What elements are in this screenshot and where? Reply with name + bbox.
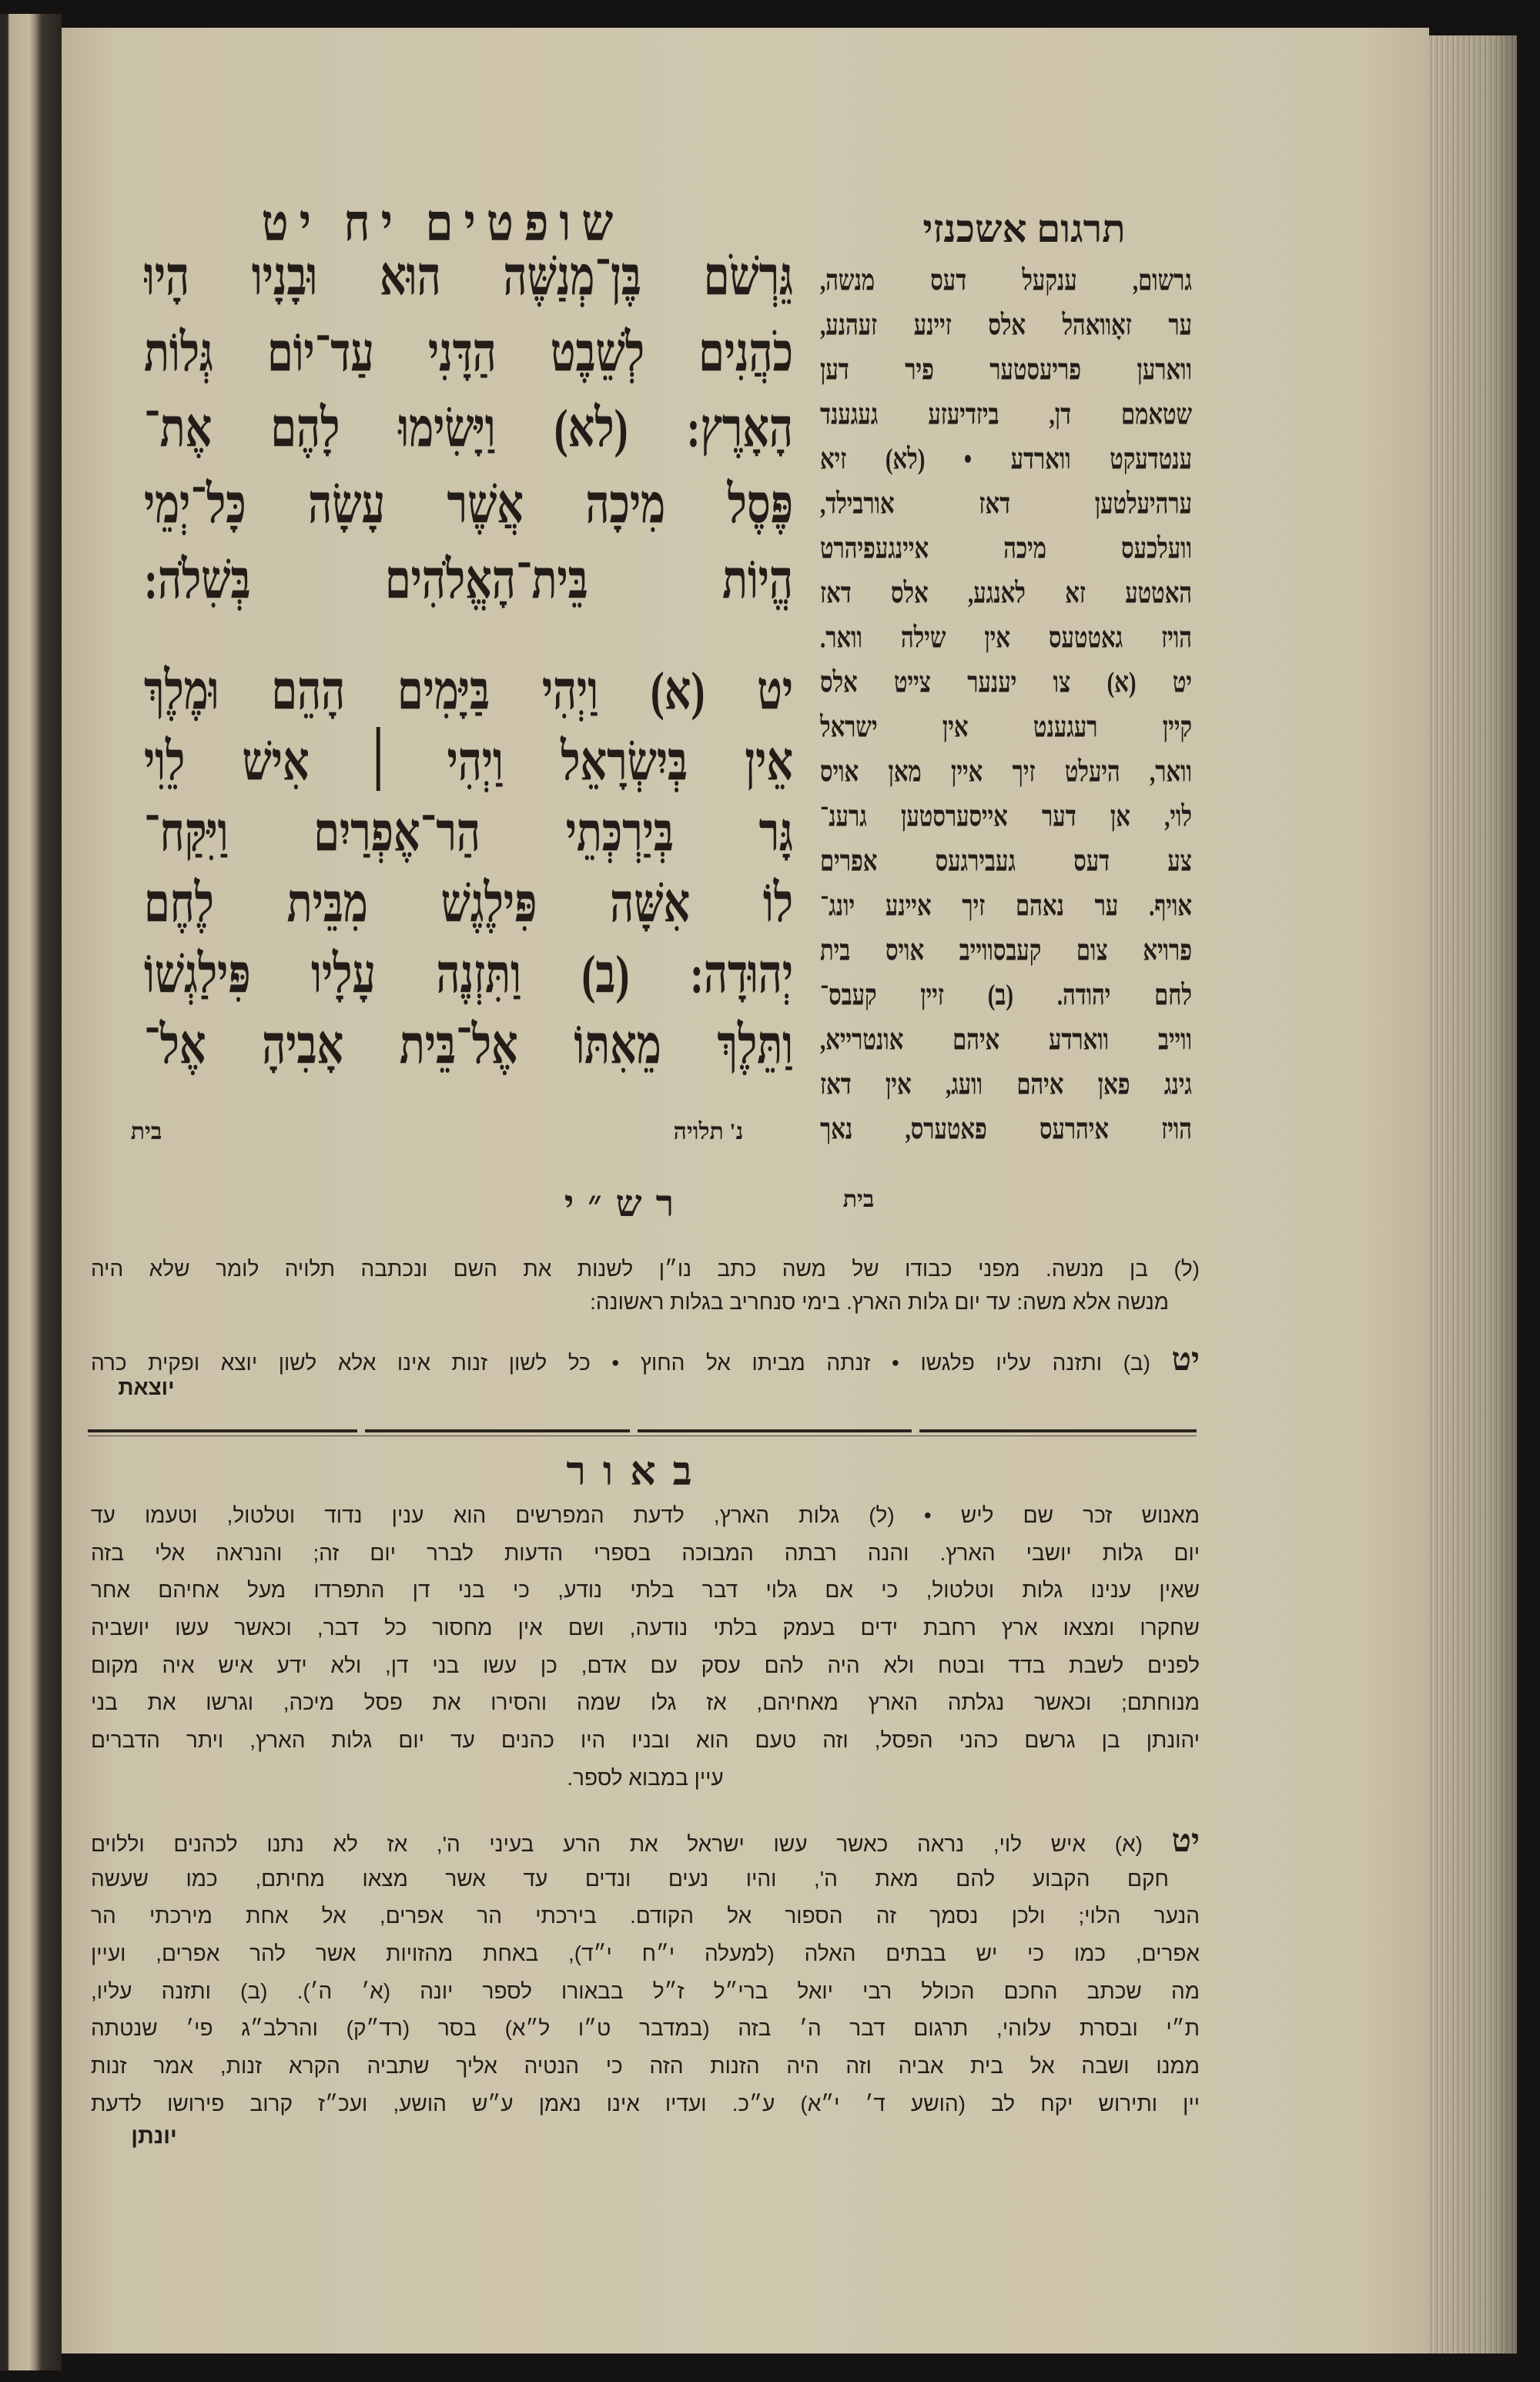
biur-line: ממנו ושבה אל בית אביה וזה היה הזנות הזה כי הנטיה אליך שתביה הקרא זנות, אמר זנות (91, 2054, 1200, 2079)
biur-line: יין ותירוש יקח לב (הושע ד׳ י״א) ע״כ. ועדיו אינו נאמן ע״ש הושע, ועכ״ז קרוב פירושו לדעת (91, 2091, 1200, 2116)
translation-line (820, 705, 1192, 750)
scripture-catchword: בית (130, 1119, 162, 1144)
translation-line-text: צע דעס געבירגעס אפרים (820, 846, 1192, 878)
biur-paragraph-2 (91, 1823, 1200, 2123)
translation-line-text: לחם יהודה. (ב) זיין קעבס־ (820, 980, 1192, 1012)
rashi-line (91, 1340, 1200, 1380)
adjacent-page-edge (0, 14, 62, 2370)
translation-line (820, 1018, 1192, 1063)
book-title: שופטים יח יט (261, 194, 624, 252)
scripture-line-text: אֵין בְּיִשְׂרָאֵל וַיְהִי ׀ אִישׁ לֵוִי (144, 732, 793, 792)
translation-line-text: וואר, היעלט זיך איין מאן אויס (820, 756, 1192, 789)
biur-paragraph-1 (91, 1497, 1200, 1797)
translation-line-text: לוי, אן דער אייסערסטען גרענ־ (820, 801, 1192, 833)
translation-line-text: ווייב ווארדע איהם אונטרייא, (820, 1024, 1192, 1057)
translation-line-text: פרויא צום קעבסווייב אויס בית (820, 935, 1192, 967)
scripture-line-text: כֹהֲנִים לְשֵׁבֶט הַדָּנִי עַד־יוֹם גְּלוֹת (144, 322, 793, 383)
biur-line: הנער הלוי; ולכן נסמך זה הספור אל הקודם. בירכתי הר אפרים, אל אחת מירכתי הר (91, 1904, 1200, 1928)
translation-line (820, 259, 1192, 303)
rashi-line-text: (ב) ותזנה עליו פלגשו • זנתה מביתו אל החוץ • כל לשון זנות אינו אלא לשון יוצא ופקית כרה (91, 1351, 1150, 1375)
biur-chapter-marker: יט (1171, 1824, 1200, 1859)
biur-line: לפנים לשבת בדד ובטח ולא היה להם עסק עם אדם, כן עשו בני דן, ולא ידע איש איה מקום (91, 1653, 1200, 1677)
translation-line-text: שטאמם דן, ביזדיעזע געגענד (820, 399, 1192, 431)
scripture-line (144, 390, 793, 467)
translation-line (820, 1107, 1192, 1152)
biur-title: באור (566, 1450, 709, 1494)
scripture-line-text: גָּר בְּיַרְכְּתֵי הַר־אֶפְרַיִם וַיִּקַּח־ (144, 802, 793, 863)
scripture-line-text: וַתֵּלֶךְ מֵאִתּוֹ אֶל־בֵּית אָבִיהָ אֶל־ (144, 1015, 793, 1075)
scripture-line-text: יט (א) וַיְהִי בַּיָּמִים הָהֵם וּמֶלֶךְ (144, 661, 793, 721)
rashi-line: (ל) בן מנשה. מפני כבודו של משה כתב נו״ן לשנות את השם ונכתבה תלויה לומר שלא היה (91, 1257, 1200, 1281)
translation-line (820, 750, 1192, 795)
translation-line-text: קיין רעגענט אין ישראל (820, 712, 1192, 744)
section-divider (88, 1429, 357, 1432)
rashi-line: מנשה אלא משה: עד יום גלות הארץ. בימי סנחריב בגלות ראשונה: (590, 1290, 1169, 1314)
biur-line: שאין ענינו גלות וטלטול, כי אם גלוי דבר בלתי נודע, כי בני דן התפרדו מעל אחיהם אחר (91, 1578, 1200, 1603)
rashi-chapter-marker: יט (1171, 1342, 1200, 1378)
biur-line: יום גלות יושבי הארץ. והנה רבתה המבוכה בספרי הדעות לברר יום זה; והנראה אלי בזה (91, 1540, 1200, 1565)
section-divider (638, 1429, 912, 1432)
translation-line (820, 929, 1192, 973)
biur-line: שחקרו ומצאו ארץ רחבת ידים בעמק בלתי נודעה, ושם אין מחסור כל דבר, וכאשר עשו יושביה (91, 1616, 1200, 1640)
biur-line (91, 1823, 1200, 1861)
scripture-line (144, 542, 793, 618)
scripture-line (144, 655, 793, 726)
translation-line-text: וועלכעס מיכה איינגעפיהרט (820, 533, 1192, 565)
translation-line (820, 839, 1192, 884)
translation-line (820, 661, 1192, 705)
scripture-line-text: יְהוּדָה: (ב) וַתִּזְנֶה עָלָיו פִּילַגְשׁוֹ (144, 944, 793, 1004)
rashi-catchword: יוצאת (118, 1375, 175, 1399)
scripture-line-text: הָאָרֶץ: (לא) וַיָּשִׂימוּ לָהֶם אֶת־ (144, 398, 793, 459)
translation-line-text: ער זאָוואהל אלס זיינע זעהנע, (820, 310, 1192, 342)
translation-line (820, 884, 1192, 929)
biur-line: יהונתן בן גרשם כהני הפסל, וזה טעם הוא ובניו היו כהנים עד יום גלות הארץ, ויתר הדברים (91, 1728, 1200, 1753)
translation-line (820, 1063, 1192, 1107)
section-divider (365, 1429, 630, 1432)
biur-line: עיין במבוא לספר. (567, 1765, 724, 1790)
translation-line (820, 616, 1192, 661)
translation-line (820, 571, 1192, 616)
scripture-line (144, 239, 793, 315)
translation-line-text: יט (א) צו יענער צייט אלס (820, 667, 1192, 699)
translation-line-text: אויף. ער נאהם זיך איינע יונג־ (820, 890, 1192, 923)
translation-line-text: גינג פאן איהם וועג, אין דאז (820, 1069, 1192, 1101)
translation-line-text: ווארען פריעסטער פיר דען (820, 354, 1192, 387)
biur-line: מאנוש זכר שם ליש • (ל) גלות הארץ, לדעת המפרשים הוא ענין נדוד וטלטול, וטעמו עד (91, 1503, 1200, 1527)
scripture-line-text: פֶּסֶל מִיכָה אֲשֶׁר עָשָׂה כָּל־יְמֵי (144, 474, 793, 534)
translation-line (820, 973, 1192, 1018)
biur-line: מה שכתב החכם הכולל רבי יואל ברי״ל ז״ל בבאורו לספר יונה (א׳ ה׳). (ב) ותזנה עליו, (91, 1978, 1200, 2003)
scripture-line (144, 797, 793, 868)
rashi-title: רש״י (564, 1184, 688, 1225)
biur-line: אפרים, כמו כי יש בבתים האלה (למעלה י״ח י״ד), באחת מהזויות אשר להר אפרים, ועיין (91, 1941, 1200, 1966)
biur-line-text: (א) איש לוי, נראה כאשר עשו ישראל את הרע בעיני ה', אז לא נתנו לכהנים וללוים (91, 1832, 1143, 1856)
translation-line (820, 348, 1192, 393)
translation-line-text: ערהיעלטען דאז אורבילד, (820, 488, 1192, 521)
scripture-line (144, 726, 793, 797)
translation-column (820, 259, 1192, 1152)
translation-line (820, 795, 1192, 839)
scripture-line (144, 467, 793, 543)
translation-line-text: הויז גאטטעס אין שילה וואר. (820, 622, 1192, 655)
scripture-line-text: גֵּרְשֹׁם בֶּן־מְנַשֶּׁה הוּא וּבָנָיו הָיוּ (144, 246, 793, 307)
biur-line: מנוחתם; וכאשר נגלתה הארץ מאחיהם, אז גלו שמה והסירו את פסל מיכה, וגרשו את בני (91, 1690, 1200, 1715)
scripture-line (144, 939, 793, 1010)
translation-catchword: בית (842, 1187, 875, 1212)
scripture-line (144, 868, 793, 939)
translation-line (820, 303, 1192, 348)
scripture-block-1 (144, 239, 793, 618)
translation-title: תרגום אשכנזי (922, 207, 1126, 250)
page-catchword: יונתן (131, 2124, 177, 2149)
scripture-block-2 (144, 655, 793, 1080)
translation-line (820, 482, 1192, 527)
biur-line: חקם הקבוע להם מאת ה', והיו נעים ונדים עד אשר מצאו מחיתם, כמו שעשה (91, 1866, 1169, 1891)
scripture-line (144, 1010, 793, 1080)
scripture-line-text: לוֹ אִשָּׁה פִּילֶגֶשׁ מִבֵּית לֶחֶם (144, 873, 793, 933)
scripture-line-text: הֱיוֹת בֵּית־הָאֱלֹהִים בְּשִׁלֹה: (144, 550, 793, 611)
masorah-note: נ' תלויה (673, 1119, 744, 1144)
page-stack-edge (1429, 35, 1517, 2354)
translation-line-text: גרשום, ענקעל דעס מנשה, (820, 265, 1192, 297)
translation-line (820, 393, 1192, 437)
section-divider (919, 1429, 1197, 1432)
translation-line (820, 437, 1192, 482)
scripture-line (144, 315, 793, 391)
translation-line-text: הויז איהרעס פאטערס, נאך (820, 1114, 1192, 1146)
translation-line-text: האטטע זא לאנגע, אלס דאז (820, 578, 1192, 610)
translation-line (820, 527, 1192, 571)
biur-line: ת״י ובסרת עלוהי, תרגום דבר ה׳ בזה (במדבר ט״ו ל״א) בסר (רד״ק) והרלב״ג פי׳ שנטתה (91, 2016, 1200, 2041)
translation-line-text: ענטדעקט ווארדע • (לא) זיא (820, 444, 1192, 476)
